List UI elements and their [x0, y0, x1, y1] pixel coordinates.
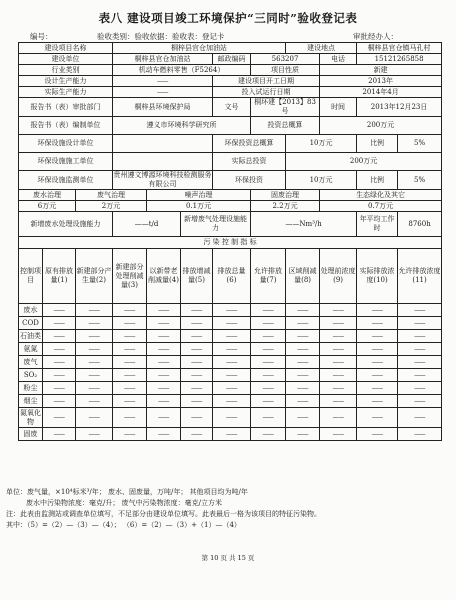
pollutant-value-cell: —— — [147, 382, 181, 395]
pollutant-name: 氮氧化物 — [20, 408, 41, 426]
pollutant-value-cell: —— — [251, 408, 286, 428]
pollutant-value-cell: —— — [43, 317, 76, 330]
table-row — [19, 343, 442, 356]
pollutant-value-cell: —— — [286, 356, 320, 369]
monitor-unit-value: 贵州遵文博源环境科技检测服务有限公司 — [113, 171, 212, 188]
pollutant-value-cell: —— — [181, 330, 213, 343]
pollutant-value-cell: —— — [213, 330, 251, 343]
pollutant-value-cell: —— — [181, 343, 213, 356]
pollutant-value-cell: —— — [398, 330, 442, 343]
construct-unit-label: 环保设施施工单位 — [19, 153, 113, 171]
pollutant-value-cell: —— — [251, 330, 286, 343]
pollutant-value-cell: —— — [357, 330, 398, 343]
pollutant-value-cell: —— — [251, 317, 286, 330]
table-row — [19, 317, 442, 330]
treatment-value-noise: 0.1万元 — [147, 201, 251, 212]
design-unit-value — [113, 135, 213, 153]
water-capacity-label: 新增废水处理设施能力 — [19, 212, 113, 237]
pollutant-value-cell: —— — [251, 369, 286, 382]
footer-note: 注：此表由监测站或调查单位填写，不足部分由建设单位填写。此表最后一格为该项目的特征污染物。 — [6, 510, 321, 518]
pollutant-value-cell: —— — [286, 343, 320, 356]
budget-label: 投资总概算 — [251, 117, 320, 135]
table-row — [19, 330, 442, 343]
pollutant-value-cell: —— — [320, 330, 357, 343]
nature-value: 新建 — [320, 65, 442, 76]
pollutant-name: 氨氮 — [19, 343, 43, 356]
pollution-header-allowed: 允许排放量(7) — [251, 249, 286, 304]
pollution-banner: 污 染 控 制 指 标 — [19, 237, 442, 249]
design-unit-label: 环保设施设计单位 — [19, 135, 113, 153]
pollutant-value-cell: —— — [398, 343, 442, 356]
pollutant-value-cell: —— — [213, 382, 251, 395]
ratio-value-2: 5% — [398, 171, 442, 190]
report-unit-value: 遵义市环境科学研究所 — [113, 117, 251, 135]
page-title: 表八 建设项目竣工环境保护“三同时”验收登记表 — [98, 11, 358, 25]
gas-capacity-value: ——Nm³/h — [251, 212, 357, 237]
time-value: 2013年12月23日 — [357, 98, 442, 117]
pollutant-value-cell: —— — [251, 428, 286, 441]
treatment-header-ecology: 生态绿化及其它 — [320, 190, 442, 201]
pollutant-value-cell: —— — [43, 408, 76, 428]
pollutant-value-cell: —— — [357, 395, 398, 408]
pollutant-value-cell: —— — [181, 317, 213, 330]
pollutant-value-cell: —— — [320, 408, 357, 428]
pollutant-value-cell: —— — [398, 382, 442, 395]
actual-invest-value: 200万元 — [286, 153, 442, 171]
pollutant-value-cell: —— — [147, 343, 181, 356]
pollutant-value-cell: —— — [398, 395, 442, 408]
pollutant-value-cell: —— — [76, 428, 113, 441]
pollutant-value-cell: —— — [113, 428, 147, 441]
pollutant-value-cell: —— — [357, 408, 398, 428]
operation-date-label: 投入试运行日期 — [213, 87, 320, 98]
pollutant-value-cell: —— — [113, 382, 147, 395]
pollutant-value-cell: —— — [181, 356, 213, 369]
pollutant-value-cell: —— — [43, 343, 76, 356]
pollutant-value-cell: —— — [320, 395, 357, 408]
hours-label: 年平均工作时 — [357, 212, 398, 237]
approval-dept-value: 桐梓县环境保护局 — [113, 98, 213, 117]
page-number: 第 10 页 共 15 页 — [201, 554, 255, 562]
pollutant-value-cell: —— — [213, 304, 251, 317]
project-name-label: 建设项目名称 — [19, 43, 113, 54]
pollutant-value-cell: —— — [357, 382, 398, 395]
pollutant-name: COD — [19, 317, 43, 330]
pollutant-name: 废水 — [19, 304, 43, 317]
pollutant-value-cell: —— — [286, 304, 320, 317]
pollutant-value-cell: —— — [398, 428, 442, 441]
treatment-header-solid: 固废治理 — [251, 190, 320, 201]
pollutant-value-cell: —— — [181, 408, 213, 428]
location-value: 桐梓县官仓镇马孔村 — [357, 43, 442, 54]
table-row — [19, 428, 442, 441]
pollution-header-total: 排放总量(6) — [213, 249, 251, 304]
approval-label: 报告书（表）审批部门 — [19, 98, 113, 117]
doc-no-value: 桐环建【2013】83号 — [251, 98, 320, 117]
pollutant-value-cell: —— — [147, 317, 181, 330]
pollutant-value-cell: —— — [43, 428, 76, 441]
pollutant-value-cell: —— — [251, 356, 286, 369]
water-capacity-value: ——t/d — [113, 212, 181, 237]
acceptance-category: 验收类别：验收依据：验收表：登记卡 — [97, 32, 225, 41]
pollution-header-allowed-conc: 允许排放浓度(11) — [398, 249, 442, 304]
pollutant-value-cell: —— — [286, 395, 320, 408]
pollutant-name: 废气 — [19, 356, 43, 369]
pollutant-value-cell: —— — [147, 304, 181, 317]
pollutant-value-cell: —— — [76, 408, 113, 428]
unit-value: 桐梓县官仓加油站 — [113, 54, 213, 65]
pollutant-value-cell: —— — [251, 304, 286, 317]
pollutant-value-cell: —— — [76, 343, 113, 356]
pollutant-value-cell: —— — [113, 395, 147, 408]
pollutant-value-cell: —— — [357, 428, 398, 441]
pollutant-name: 固废 — [19, 428, 43, 441]
pollutant-value-cell: —— — [286, 408, 320, 428]
pollution-header-original: 原有排放量(1) — [43, 249, 76, 304]
pollutant-value-cell: —— — [213, 395, 251, 408]
ratio-label-1: 比例 — [357, 135, 398, 153]
phone-value: 15121265858 — [357, 54, 442, 65]
pollutant-value-cell: —— — [357, 356, 398, 369]
env-budget-value: 10万元 — [286, 135, 357, 153]
footer-formula: 其中：（5）=（2）—（3）—（4）； （6）=（2）—（3）+（1）—（4） — [6, 521, 241, 529]
pollutant-value-cell: —— — [213, 317, 251, 330]
table-row — [19, 395, 442, 408]
pollutant-value-cell: —— — [43, 369, 76, 382]
pollution-header-old-reduced: 以新带老削减量(4) — [147, 249, 181, 304]
design-capacity-label: 设计生产能力 — [19, 76, 113, 87]
design-capacity-value: —— — [113, 76, 213, 87]
pollution-header-actual-conc: 实际排放浓度(10) — [357, 249, 398, 304]
pollutant-value-cell: —— — [113, 304, 147, 317]
pollutant-value-cell: —— — [147, 330, 181, 343]
hours-value: 8760h — [398, 212, 442, 237]
pollutant-value-cell: —— — [76, 382, 113, 395]
phone-label: 电话 — [320, 54, 357, 65]
pollution-header-pre-conc: 处理前浓度(9) — [320, 249, 357, 304]
project-name-value: 桐梓县官仓加油站 — [113, 43, 286, 54]
monitor-unit-label: 环保设施监测单位 — [19, 171, 113, 190]
pollution-header-item: 控制项目 — [19, 249, 43, 304]
pollution-header-change: 排放增减量(5) — [181, 249, 213, 304]
pollutant-value-cell: —— — [113, 343, 147, 356]
pollutant-name: 烟尘 — [19, 395, 43, 408]
pollution-header-new-reduced: 新建部分处理削减量(3) — [113, 249, 147, 304]
pollutant-value-cell: —— — [251, 343, 286, 356]
actual-invest-label: 实际总投资 — [213, 153, 286, 171]
table-row — [19, 408, 442, 428]
pollutant-value-cell: —— — [113, 356, 147, 369]
pollutant-value-cell: —— — [147, 428, 181, 441]
pollutant-value-cell: —— — [43, 395, 76, 408]
pollutant-value-cell: —— — [113, 369, 147, 382]
pollutant-value-cell: —— — [181, 369, 213, 382]
gas-capacity-label: 新增废气处理设施能力 — [181, 212, 251, 237]
actual-capacity-label: 实际生产能力 — [19, 87, 113, 98]
pollutant-value-cell: —— — [213, 428, 251, 441]
pollutant-name: 石油类 — [19, 330, 43, 343]
treatment-header-noise: 噪声治理 — [147, 190, 251, 201]
pollutant-value-cell: —— — [181, 395, 213, 408]
pollutant-value-cell: —— — [286, 382, 320, 395]
time-label: 时间 — [320, 98, 357, 117]
pollutant-value-cell: —— — [286, 330, 320, 343]
env-invest-label: 环保投资 — [213, 171, 286, 190]
table-row — [19, 369, 442, 382]
code-label: 编号： — [30, 32, 53, 41]
pollutant-value-cell: —— — [43, 330, 76, 343]
pollution-header-new-produced: 新建部分产生量(2) — [76, 249, 113, 304]
pollutant-value-cell: —— — [398, 369, 442, 382]
postcode-label: 邮政编码 — [213, 54, 251, 65]
pollutant-value-cell: —— — [320, 428, 357, 441]
pollutant-value-cell: —— — [357, 317, 398, 330]
construct-unit-value — [113, 153, 213, 171]
treatment-header-water: 废水治理 — [19, 190, 76, 201]
pollutant-value-cell: —— — [181, 428, 213, 441]
pollutant-value-cell: —— — [398, 317, 442, 330]
pollutant-value-cell: —— — [147, 356, 181, 369]
pollutant-value-cell: —— — [43, 356, 76, 369]
pollutant-value-cell: —— — [76, 395, 113, 408]
pollutant-value-cell: —— — [398, 356, 442, 369]
pollutant-value-cell: —— — [113, 317, 147, 330]
treatment-value-ecology: 0.7万元 — [320, 201, 442, 212]
postcode-value: 563207 — [251, 54, 320, 65]
pollutant-value-cell: —— — [320, 343, 357, 356]
pollutant-value-cell: —— — [147, 408, 181, 428]
doc-no-label: 文号 — [213, 98, 251, 117]
pollutant-value-cell: —— — [320, 356, 357, 369]
pollutant-value-cell: —— — [213, 408, 251, 428]
treatment-value-water: 6万元 — [19, 201, 76, 212]
pollutant-value-cell: —— — [213, 356, 251, 369]
env-budget-label: 环保投资总概算 — [213, 135, 286, 153]
treatment-header-gas: 废气治理 — [76, 190, 147, 201]
pollutant-value-cell: —— — [398, 304, 442, 317]
pollutant-value-cell: —— — [251, 382, 286, 395]
unit-label: 建设单位 — [19, 54, 113, 65]
pollutant-value-cell: —— — [320, 304, 357, 317]
pollutant-name: SO₂ — [19, 369, 43, 382]
pollutant-value-cell: —— — [43, 382, 76, 395]
pollutant-value-cell: —— — [213, 369, 251, 382]
pollutant-value-cell: —— — [213, 343, 251, 356]
pollutant-value-cell: —— — [43, 304, 76, 317]
pollutant-value-cell: —— — [286, 428, 320, 441]
pollutant-value-cell: —— — [76, 356, 113, 369]
pollutant-value-cell: —— — [286, 369, 320, 382]
pollutant-value-cell: —— — [113, 330, 147, 343]
pollutant-value-cell: —— — [320, 382, 357, 395]
registration-table — [18, 42, 442, 441]
pollutant-value-cell: —— — [398, 408, 442, 428]
pollutant-value-cell: —— — [357, 343, 398, 356]
treatment-value-solid: 2.2万元 — [251, 201, 320, 212]
nature-label: 项目性质 — [251, 65, 320, 76]
start-date-label: 建设项目开工日期 — [213, 76, 320, 87]
industry-value: 机动车燃料零售（F5264） — [113, 65, 251, 76]
pollution-rows — [19, 304, 442, 441]
start-date-value: 2013年 — [320, 76, 442, 87]
pollutant-value-cell: —— — [286, 317, 320, 330]
pollutant-value-cell: —— — [357, 369, 398, 382]
pollutant-value-cell: —— — [147, 395, 181, 408]
pollutant-value-cell: —— — [181, 382, 213, 395]
footer-concentration: 废水中污染物浓度：毫克/升； 废气中污染物浓度：毫克/立方米 — [26, 499, 222, 507]
actual-capacity-value: —— — [113, 87, 213, 98]
pollutant-value-cell: —— — [251, 395, 286, 408]
pollutant-value-cell: —— — [76, 304, 113, 317]
pollutant-value-cell: —— — [320, 369, 357, 382]
treatment-value-gas: 2万元 — [76, 201, 147, 212]
pollutant-value-cell: —— — [181, 304, 213, 317]
pollutant-value-cell: —— — [76, 317, 113, 330]
env-invest-value: 10万元 — [286, 171, 357, 190]
table-row — [19, 382, 442, 395]
location-label: 建设地点 — [286, 43, 357, 54]
table-row — [19, 304, 442, 317]
budget-value: 200万元 — [320, 117, 442, 135]
ratio-label-2: 比例 — [357, 171, 398, 190]
pollutant-value-cell: —— — [357, 304, 398, 317]
pollutant-value-cell: —— — [320, 317, 357, 330]
ratio-value-1: 5% — [398, 135, 442, 153]
pollutant-value-cell: —— — [76, 330, 113, 343]
reviewer-label: 审批经办人： — [353, 32, 398, 41]
report-unit-label: 报告书（表）编制单位 — [19, 117, 113, 135]
table-row — [19, 356, 442, 369]
operation-date-value: 2014年4月 — [320, 87, 442, 98]
pollutant-value-cell: —— — [147, 369, 181, 382]
footer-units: 单位：废气量，×10⁴标米³/年； 废水、固废量，万吨/年； 其他项目均为吨/年 — [6, 488, 248, 496]
pollutant-name: 粉尘 — [19, 382, 43, 395]
pollutant-value-cell: —— — [76, 369, 113, 382]
industry-label: 行业类别 — [19, 65, 113, 76]
pollution-header-regional: 区域削减量(8) — [286, 249, 320, 304]
pollutant-value-cell: —— — [113, 408, 147, 428]
